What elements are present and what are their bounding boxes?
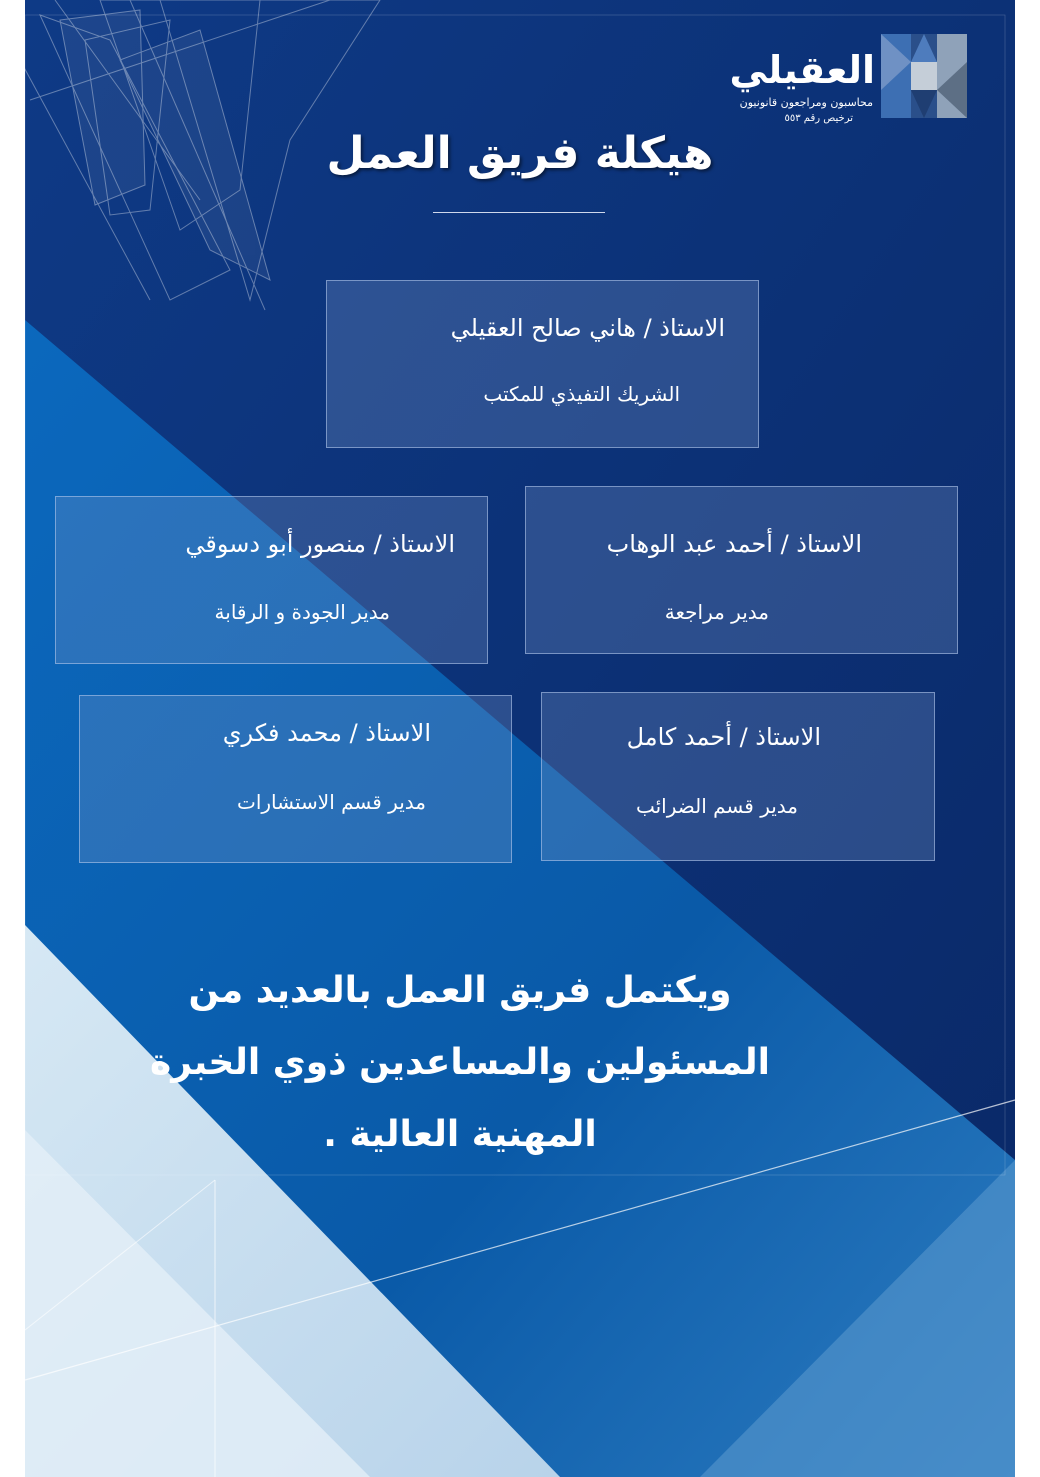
closing-line-3: المهنية العالية . — [323, 1114, 597, 1155]
member-role: الشريك التفيذي للمكتب — [483, 382, 680, 406]
closing-statement — [130, 955, 790, 1171]
member-name: الاستاذ / محمد فكري — [222, 719, 431, 747]
member-role: مدير قسم الضرائب — [635, 794, 798, 818]
logo-mark-icon — [881, 34, 967, 118]
member-role: مدير الجودة و الرقابة — [214, 600, 390, 624]
title-underline — [433, 212, 605, 213]
member-name: الاستاذ / أحمد كامل — [626, 723, 821, 751]
logo-license: ترخيص رقم ٥٥٣ — [784, 113, 853, 124]
card-quality-manager — [55, 496, 488, 664]
member-role: مدير قسم الاستشارات — [237, 790, 426, 814]
member-name: الاستاذ / منصور أبو دسوقي — [185, 530, 455, 558]
member-name: الاستاذ / أحمد عبد الوهاب — [606, 530, 862, 558]
card-consulting-manager — [79, 695, 512, 863]
logo-name: العقيلي — [729, 48, 875, 92]
logo-subtitle: محاسبون ومراجعون قانونيون — [739, 96, 873, 109]
card-executive-partner — [326, 280, 759, 448]
company-logo — [729, 30, 975, 130]
card-tax-manager — [541, 692, 935, 861]
member-role: مدير مراجعة — [664, 600, 769, 624]
member-name: الاستاذ / هاني صالح العقيلي — [450, 314, 725, 342]
closing-line-1: ويكتمل فريق العمل بالعديد من — [188, 970, 732, 1011]
page-title: هيكلة فريق العمل — [326, 128, 714, 179]
closing-line-2: المسئولين والمساعدين ذوي الخبرة — [150, 1042, 770, 1083]
card-audit-manager — [525, 486, 958, 654]
